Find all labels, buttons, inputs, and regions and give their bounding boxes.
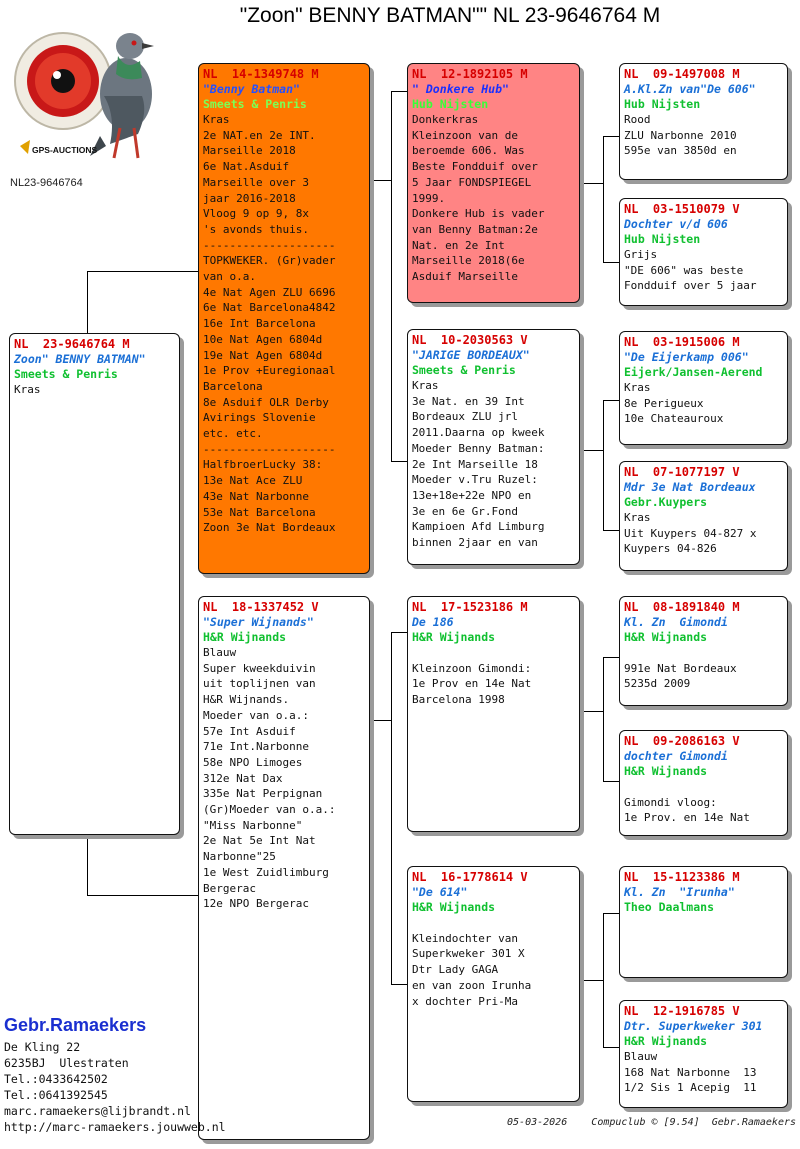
ring-number: NL 12-1892105 M (412, 67, 528, 81)
info-line: 1e Prov. en 14e Nat (624, 811, 750, 825)
breeder-name: H&R Wijnands (624, 764, 708, 778)
info-line: 53e Nat Barcelona (203, 505, 316, 519)
connector (370, 720, 391, 721)
breeder-name: H&R Wijnands (203, 630, 287, 644)
ring-number: NL 08-1891840 M (624, 600, 740, 614)
info-line: Kras (412, 379, 439, 392)
info-line: Kras (14, 383, 41, 396)
connector (391, 461, 408, 462)
info-line: 2e Nat 5e Int Nat (203, 834, 316, 848)
ring-number: NL 14-1349748 M (203, 67, 319, 81)
pigeon-name: Kl. Zn Gimondi (624, 615, 728, 629)
ring-label: NL23-9646764 (10, 177, 83, 189)
info-line: TOPKWEKER. (Gr)vader (203, 254, 336, 268)
pigeon-name: Mdr 3e Nat Bordeaux (624, 480, 756, 494)
owner-contact-lines (4, 1039, 226, 1135)
info-line: 6e Nat.Asduif (203, 160, 290, 174)
info-line: 57e Int Asduif (203, 724, 296, 738)
info-line: Kleinzoon van de (412, 128, 518, 142)
info-line: binnen 2jaar en van (412, 536, 538, 550)
pedigree-card-ggm-1[interactable] (619, 198, 788, 306)
info-line (624, 645, 783, 661)
connector (391, 91, 408, 92)
info-line: 5 Jaar FONDSPIEGEL (412, 175, 532, 189)
breeder-name: Hub Nijsten (624, 232, 701, 246)
info-line: H&R Wijnands. (203, 693, 290, 707)
info-line: Kuypers 04-826 (624, 542, 717, 556)
info-line: Donkerkras (412, 113, 479, 126)
info-line: jaar 2016-2018 (203, 191, 296, 205)
info-line: Zoon 3e Nat Bordeaux (203, 521, 336, 535)
connector (603, 136, 604, 262)
info-line: Rood (624, 113, 651, 126)
info-line: 43e Nat Narbonne (203, 489, 309, 503)
info-line: etc. etc. (203, 427, 263, 441)
info-line: Avirings Slovenie (203, 411, 316, 425)
pigeon-name: "De 614" (412, 885, 468, 899)
pedigree-card-grandmother-paternal[interactable] (407, 329, 580, 565)
info-line: Donkere Hub is vader (412, 207, 545, 221)
info-line: Gimondi vloog: (624, 795, 717, 809)
info-line: (Gr)Moeder van o.a.: (203, 803, 336, 817)
pedigree-card-subject[interactable] (9, 333, 180, 835)
info-line: 991e Nat Bordeaux (624, 661, 737, 675)
owner-contact-line: Tel.:0433642502 (4, 1072, 108, 1086)
page-title: "Zoon" BENNY BATMAN"" NL 23-9646764 M (239, 4, 661, 27)
breeder-name: Smeets & Penris (412, 363, 516, 377)
info-line: x dochter Pri-Ma (412, 994, 518, 1008)
info-line: Superkweker 301 X (412, 947, 525, 961)
info-line: 2011.Daarna op kweek (412, 426, 545, 440)
pigeon-name: " Donkere Hub" (412, 82, 509, 96)
connector (603, 262, 620, 263)
info-line: 335e Nat Perpignan (203, 787, 323, 801)
owner-contact-line: De Kling 22 (4, 1040, 81, 1054)
owner-contact-line: marc.ramaekers@lijbrandt.nl (4, 1104, 191, 1118)
info-line: Bordeaux ZLU jrl (412, 410, 518, 424)
info-line: Vloog 9 op 9, 8x (203, 207, 309, 221)
pedigree-card-ggm-2[interactable] (619, 461, 788, 571)
connector (603, 136, 620, 137)
ring-number: NL 12-1916785 V (624, 1004, 740, 1018)
info-line: "Miss Narbonne" (203, 818, 303, 832)
pedigree-card-ggm-3[interactable] (619, 730, 788, 836)
info-line: Dtr Lady GAGA (412, 963, 499, 977)
breeder-name: Theo Daalmans (624, 900, 715, 914)
ring-number: NL 10-2030563 V (412, 333, 528, 347)
info-line: Moeder v.Tru Ruzel: (412, 473, 538, 487)
connector (603, 781, 620, 782)
pedigree-card-ggf-3[interactable] (619, 596, 788, 706)
info-line: 19e Nat Agen 6804d (203, 348, 323, 362)
pedigree-card-ggf-4[interactable] (619, 866, 788, 978)
pigeon-name: De 186 (412, 615, 454, 629)
info-line: Barcelona (203, 379, 263, 393)
info-line: beroemde 606. Was (412, 144, 525, 158)
ring-number: NL 18-1337452 V (203, 600, 319, 614)
breeder-name: H&R Wijnands (412, 630, 496, 644)
pedigree-card-grandmother-maternal[interactable] (407, 866, 580, 1102)
info-line (412, 645, 575, 661)
breeder-name: Eijerk/Jansen-Aerend (624, 365, 763, 379)
info-line: Grijs (624, 248, 658, 261)
info-line: 312e Nat Dax (203, 771, 283, 785)
pedigree-card-ggm-4[interactable] (619, 1000, 788, 1108)
info-line: Kras (624, 511, 651, 524)
breeder-name: Hub Nijsten (412, 97, 489, 111)
info-line: uit toplijnen van (203, 677, 316, 691)
connector (580, 980, 603, 981)
brand-text: GPS-AUCTIONS (32, 145, 98, 155)
info-line: Kras (624, 381, 651, 394)
ring-number: NL 23-9646764 M (14, 337, 130, 351)
pedigree-card-ggf-2[interactable] (619, 331, 788, 445)
info-line: en van zoon Irunha (412, 978, 532, 992)
connector (603, 913, 604, 1047)
ring-number: NL 07-1077197 V (624, 465, 740, 479)
info-line: 1e West Zuidlimburg (203, 865, 329, 879)
info-line: 168 Nat Narbonne 13 (624, 1065, 757, 1079)
info-line: Moeder van o.a.: (203, 708, 309, 722)
pedigree-card-ggf-1[interactable] (619, 63, 788, 180)
connector (603, 400, 604, 530)
info-line: 1/2 Sis 1 Acepig 11 (624, 1081, 757, 1095)
info-line: 3e en 6e Gr.Fond (412, 504, 518, 518)
connector (603, 400, 620, 401)
connector (370, 180, 391, 181)
connector (603, 913, 620, 914)
info-line: 71e Int.Narbonne (203, 740, 309, 754)
connector (391, 984, 408, 985)
info-line: Marseille over 3 (203, 175, 309, 189)
connector (580, 711, 603, 712)
info-line: 1e Prov en 14e Nat (412, 677, 532, 691)
owner-info (4, 1015, 226, 1135)
gps-auctions-logo (8, 16, 168, 171)
info-line (412, 915, 575, 931)
pigeon-name: Dtr. Superkweker 301 (624, 1019, 763, 1033)
info-line: Blauw (203, 646, 237, 659)
info-line: Narbonne"25 (203, 850, 276, 864)
info-line: 595e van 3850d en (624, 144, 737, 158)
info-line: 1999. (412, 191, 446, 205)
owner-contact-line: Tel.:0641392545 (4, 1088, 108, 1102)
info-line: Super kweekduivin (203, 661, 316, 675)
info-line: Kampioen Afd Limburg (412, 520, 545, 534)
owner-contact-line: http://marc-ramaekers.jouwweb.nl (4, 1120, 226, 1134)
pigeon-name: "Benny Batman" (203, 82, 300, 96)
info-line: 13e+18e+22e NPO en (412, 488, 532, 502)
info-line: Marseille 2018(6e (412, 254, 525, 268)
connector (603, 657, 604, 781)
ring-number: NL 09-2086163 V (624, 734, 740, 748)
info-line: Kleinzoon Gimondi: (412, 661, 532, 675)
info-line: "DE 606" was beste (624, 263, 744, 277)
info-line: 8e Asduif OLR Derby (203, 395, 329, 409)
info-line: 8e Perigueux (624, 396, 704, 410)
info-line: Moeder Benny Batman: (412, 441, 545, 455)
info-line: 5235d 2009 (624, 677, 691, 691)
info-line: 1e Prov +Euregionaal (203, 364, 336, 378)
info-line: 13e Nat Ace ZLU (203, 474, 303, 488)
pedigree-card-grandfather-paternal[interactable] (407, 63, 580, 303)
pedigree-card-grandfather-maternal[interactable] (407, 596, 580, 832)
breeder-name: Smeets & Penris (14, 367, 118, 381)
ring-number: NL 17-1523186 M (412, 600, 528, 614)
connector (580, 450, 603, 451)
ring-number: NL 03-1510079 V (624, 202, 740, 216)
info-line: 's avonds thuis. (203, 222, 309, 236)
pigeon-name: A.Kl.Zn van"De 606" (624, 82, 756, 96)
connector (87, 271, 200, 272)
info-line: 10e Nat Agen 6804d (203, 332, 323, 346)
breeder-name: H&R Wijnands (624, 630, 708, 644)
pigeon-name: "JARIGE BORDEAUX" (412, 348, 530, 362)
connector (87, 895, 200, 896)
breeder-name: Gebr.Kuypers (624, 495, 708, 509)
info-line: 10e Chateauroux (624, 412, 724, 426)
breeder-name: H&R Wijnands (412, 900, 496, 914)
info-line: Kras (203, 113, 230, 126)
connector (580, 183, 603, 184)
info-line: 4e Nat Agen ZLU 6696 (203, 285, 336, 299)
info-line: Bergerac (203, 881, 256, 895)
breeder-name: Smeets & Penris (203, 97, 307, 111)
info-line: Uit Kuypers 04-827 x (624, 526, 757, 540)
info-line: Asduif Marseille (412, 270, 518, 284)
owner-contact-line: 6235BJ Ulestraten (4, 1056, 129, 1070)
info-line: -------------------- (203, 238, 336, 252)
info-line: 12e NPO Bergerac (203, 897, 309, 911)
info-line: Barcelona 1998 (412, 693, 505, 707)
info-line: 2e Int Marseille 18 (412, 457, 538, 471)
pigeon-eye-logo-graphic (8, 16, 168, 166)
info-line: 6e Nat Barcelona4842 (203, 301, 336, 315)
info-line: 16e Int Barcelona (203, 317, 316, 331)
connector (603, 1047, 620, 1048)
ring-number: NL 16-1778614 V (412, 870, 528, 884)
connector (391, 91, 392, 461)
pigeon-name: Dochter v/d 606 (624, 217, 728, 231)
info-line: 58e NPO Limoges (203, 755, 303, 769)
connector (391, 632, 408, 633)
breeder-name: Hub Nijsten (624, 97, 701, 111)
info-line: Beste Fondduif over (412, 160, 538, 174)
pigeon-name: Zoon" BENNY BATMAN" (14, 352, 146, 366)
info-line: ZLU Narbonne 2010 (624, 128, 737, 142)
info-line: 2e NAT.en 2e INT. (203, 128, 316, 142)
breeder-name: H&R Wijnands (624, 1034, 708, 1048)
ring-number: NL 15-1123386 M (624, 870, 740, 884)
info-line (624, 779, 783, 795)
ring-number: NL 03-1915006 M (624, 335, 740, 349)
connector (391, 632, 392, 984)
info-line: Nat. en 2e Int (412, 238, 505, 252)
connector (603, 530, 620, 531)
pigeon-name: "Super Wijnands" (203, 615, 314, 629)
info-line: Fondduif over 5 jaar (624, 279, 757, 293)
info-line: Blauw (624, 1050, 658, 1063)
pigeon-name: dochter Gimondi (624, 749, 728, 763)
info-line: Kleindochter van (412, 931, 518, 945)
pedigree-card-father[interactable] (198, 63, 370, 574)
ring-number: NL 09-1497008 M (624, 67, 740, 81)
pigeon-name: Kl. Zn "Irunha" (624, 885, 735, 899)
connector (603, 657, 620, 658)
info-line: 3e Nat. en 39 Int (412, 394, 525, 408)
info-line: van Benny Batman:2e (412, 222, 538, 236)
info-line: -------------------- (203, 442, 336, 456)
info-line: van o.a. (203, 270, 256, 284)
owner-name: Gebr.Ramaekers (4, 1015, 147, 1035)
info-line: HalfbroerLucky 38: (203, 458, 323, 472)
print-footer: 05-03-2026 Compuclub © [9.54] Gebr.Ramaekers (507, 1117, 796, 1128)
info-line: Marseille 2018 (203, 144, 296, 158)
pigeon-name: "De Eijerkamp 006" (624, 350, 749, 364)
